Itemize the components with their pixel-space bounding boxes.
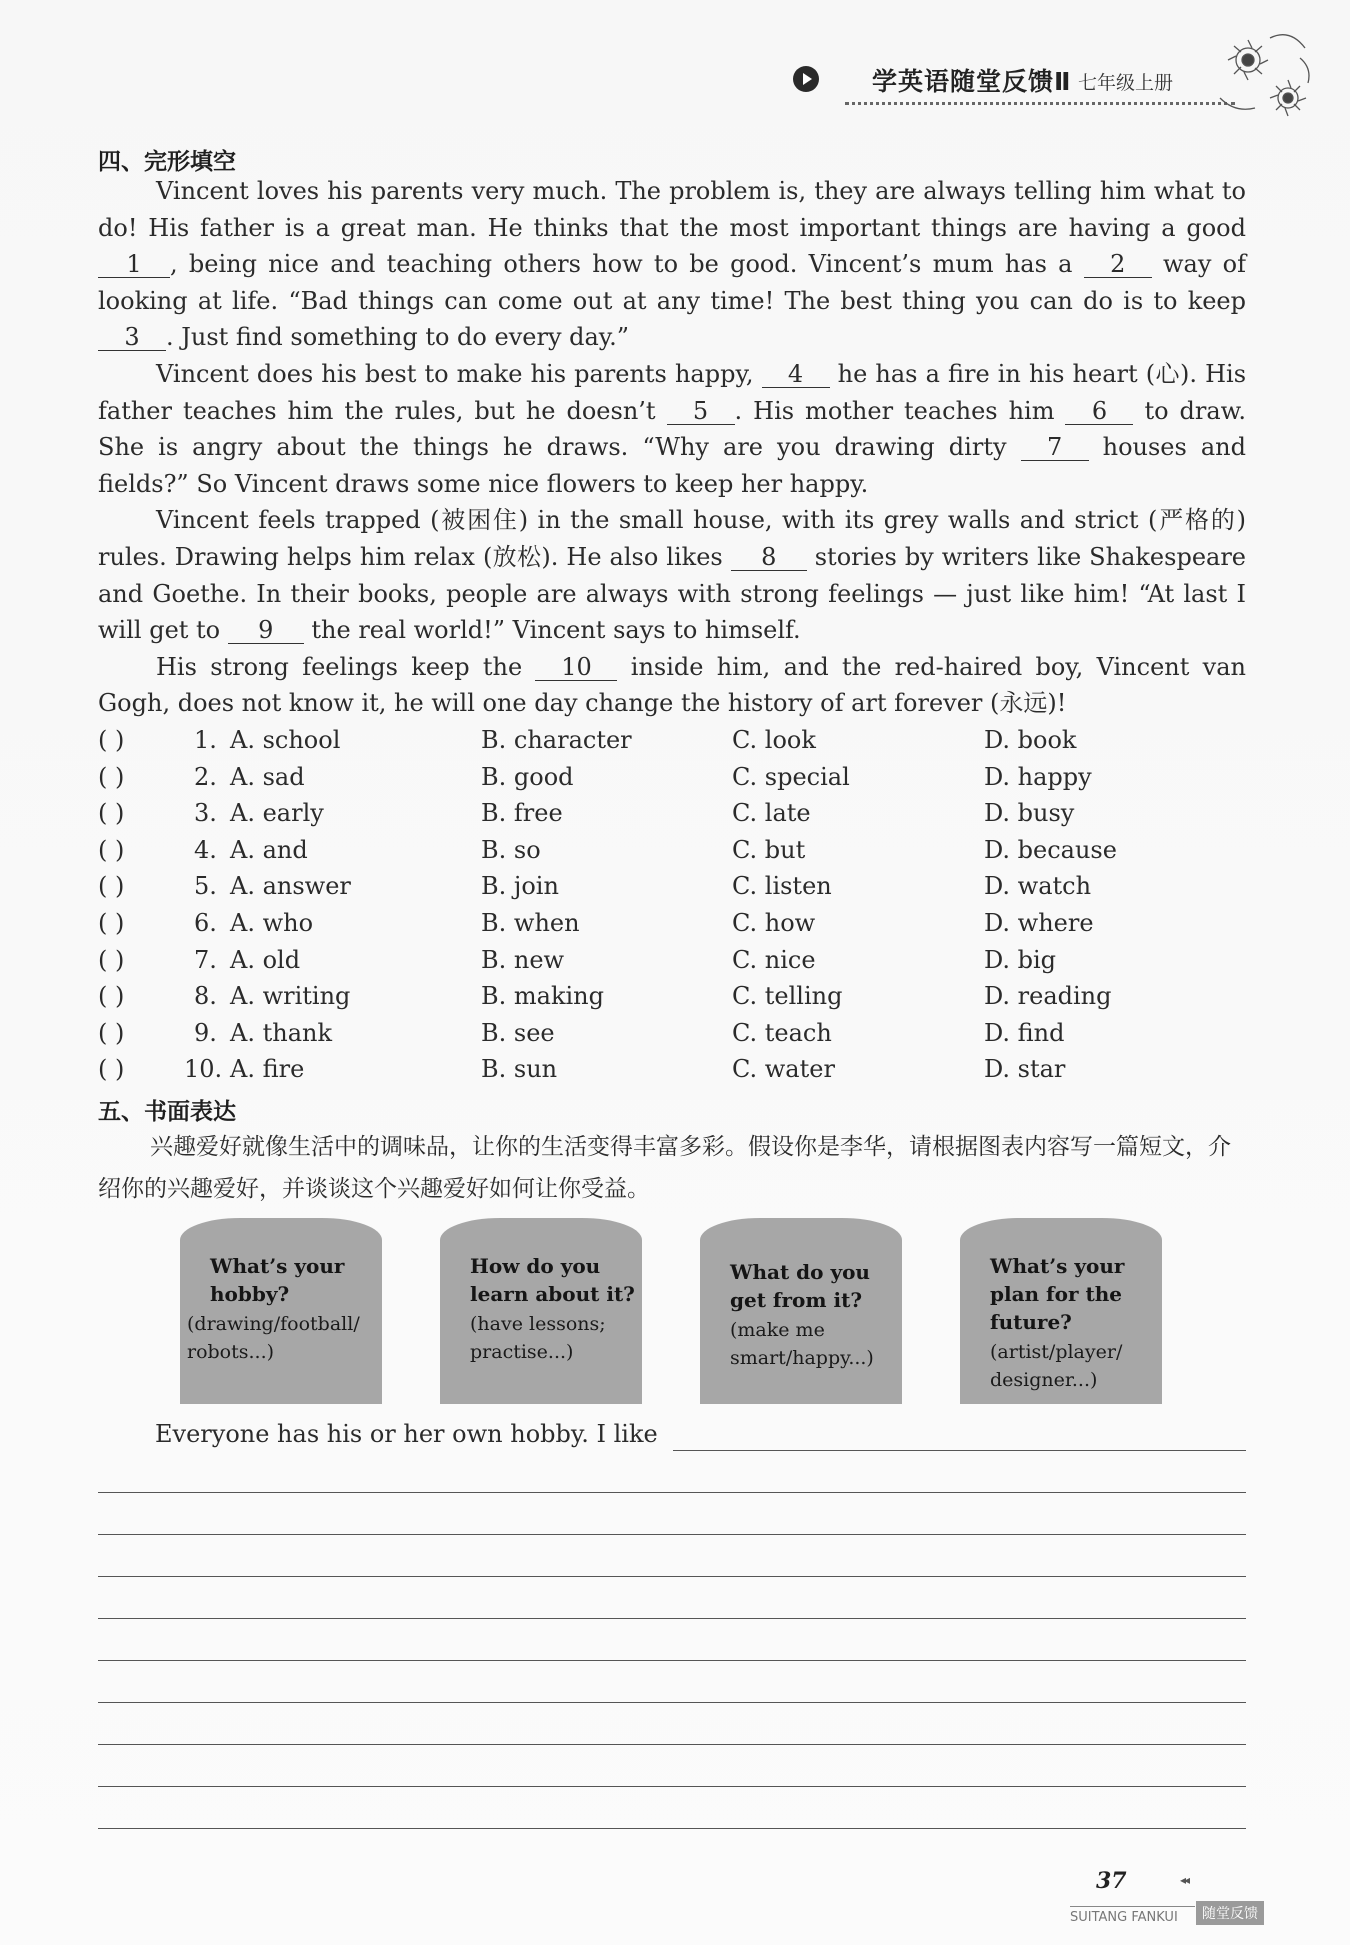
question-number: 5.	[194, 872, 217, 901]
option-a[interactable]: A. who	[230, 908, 314, 937]
card-question: What’s your hobby?	[210, 1254, 345, 1306]
paragraph-2: Vincent does his best to make his parents happy, 4 he has a fire in his heart (心). His father teaches him the rules, but he doesn’t 5 . His mother teaches him 6 to draw. She is angry about the things he draws. “Why are you drawing dirty 7 houses and fields?” So Vincent draws some nice flowers to keep her happy.	[98, 359, 1247, 498]
blank-1[interactable]: 1	[98, 251, 170, 278]
option-c[interactable]: C. late	[732, 799, 811, 828]
option-a[interactable]: A. early	[230, 799, 324, 828]
option-b[interactable]: B. making	[481, 982, 604, 1011]
arrow-left-icon: ◂◂	[1180, 1873, 1189, 1887]
option-row	[98, 759, 1248, 796]
paragraph-4: His strong feelings keep the 10 inside him, and the red-haired boy, Vincent van Gogh, does not know it, he will one day change the history of art forever (永远)!	[98, 652, 1247, 718]
option-b[interactable]: B. so	[481, 835, 541, 864]
play-icon	[793, 66, 819, 92]
answer-paren[interactable]: ( )	[98, 835, 125, 864]
option-c[interactable]: C. how	[732, 908, 816, 937]
writing-line[interactable]	[98, 1534, 1246, 1535]
option-b[interactable]: B. see	[481, 1018, 555, 1047]
header-divider	[845, 102, 1235, 105]
option-d[interactable]: D. reading	[984, 982, 1112, 1011]
writing-line[interactable]	[98, 1786, 1246, 1787]
option-a[interactable]: A. old	[230, 945, 301, 974]
page-number: 37	[1096, 1868, 1127, 1894]
question-number: 3.	[194, 799, 217, 828]
option-a[interactable]: A. answer	[230, 872, 351, 901]
option-c[interactable]: C. teach	[732, 1018, 832, 1047]
option-row	[98, 832, 1248, 869]
footer-brand-en: SUITANG FANKUI	[1070, 1910, 1178, 1925]
answer-paren[interactable]: ( )	[98, 982, 125, 1011]
question-number: 7.	[194, 945, 217, 974]
writing-line[interactable]	[98, 1744, 1246, 1745]
option-b[interactable]: B. join	[481, 872, 559, 901]
option-c[interactable]: C. telling	[732, 982, 843, 1011]
option-b[interactable]: B. free	[481, 799, 563, 828]
option-b[interactable]: B. sun	[481, 1055, 558, 1084]
option-row	[98, 942, 1248, 979]
option-row	[98, 722, 1248, 759]
hobby-card	[960, 1218, 1162, 1404]
blank-7[interactable]: 7	[1021, 434, 1089, 461]
option-c[interactable]: C. special	[732, 762, 850, 791]
option-d[interactable]: D. happy	[984, 762, 1092, 791]
option-c[interactable]: C. but	[732, 835, 806, 864]
option-d[interactable]: D. star	[984, 1055, 1066, 1084]
question-number: 6.	[194, 908, 217, 937]
writing-line[interactable]	[98, 1828, 1246, 1829]
writing-instruction	[98, 1126, 1246, 1210]
card-hint: (drawing/football/ robots...)	[187, 1313, 360, 1363]
paragraph-1: Vincent loves his parents very much. The problem is, they are always telling him what to do! His father is a great man. He thinks that the most important things are having a good 1 , being nice and teaching others how to be good. Vincent’s mum has a 2 way of looking at life. “Bad things can come out at any time! The best thing you can do is to keep 3 . Just find something to do every day.”	[98, 177, 1246, 352]
answer-paren[interactable]: ( )	[98, 726, 125, 754]
cloze-passage	[98, 173, 1246, 722]
option-c[interactable]: C. water	[732, 1055, 835, 1084]
writing-line[interactable]	[98, 1702, 1246, 1703]
blank-5[interactable]: 5	[667, 398, 735, 425]
option-a[interactable]: A. and	[230, 835, 308, 864]
section-5-title: 五、书面表达	[98, 1099, 236, 1125]
blank-4[interactable]: 4	[762, 361, 830, 388]
option-row	[98, 1015, 1248, 1052]
answer-paren[interactable]: ( )	[98, 762, 125, 791]
option-b[interactable]: B. when	[481, 908, 580, 937]
book-subtitle: 七年级上册	[1078, 72, 1174, 94]
writing-line[interactable]	[98, 1576, 1246, 1577]
writing-line[interactable]	[673, 1450, 1246, 1451]
writing-line[interactable]	[98, 1618, 1246, 1619]
blank-2[interactable]: 2	[1084, 251, 1152, 278]
card-question: What’s your plan for the future?	[990, 1254, 1125, 1334]
option-row	[98, 1051, 1248, 1088]
card-hint: (make me smart/happy...)	[730, 1319, 874, 1369]
option-c[interactable]: C. listen	[732, 872, 832, 901]
card-question: What do you get from it?	[730, 1260, 870, 1312]
option-row	[98, 905, 1248, 942]
option-d[interactable]: D. busy	[984, 799, 1075, 828]
paragraph-3: Vincent feels trapped (被困住) in the small house, with its grey walls and strict (严格的) rules. Drawing helps him relax (放松). He also likes 8 stories by writers like Shakespeare and Goethe. In their books, people are always with strong feelings — just like him! “At last I will get to 9 the real world!” Vincent says to himself.	[98, 506, 1246, 645]
hobby-card	[700, 1218, 902, 1404]
option-d[interactable]: D. where	[984, 908, 1094, 937]
option-d[interactable]: D. book	[984, 726, 1077, 754]
answer-paren[interactable]: ( )	[98, 872, 125, 901]
option-a[interactable]: A. sad	[230, 762, 305, 791]
option-b[interactable]: B. new	[481, 945, 565, 974]
question-number: 9.	[194, 1018, 217, 1047]
option-row	[98, 868, 1248, 905]
writing-line[interactable]	[98, 1660, 1246, 1661]
card-question: How do you learn about it?	[470, 1254, 635, 1306]
option-a[interactable]: A. writing	[230, 982, 351, 1011]
options-list	[98, 722, 1248, 1088]
writing-line[interactable]	[98, 1492, 1246, 1493]
option-d[interactable]: D. big	[984, 945, 1057, 974]
answer-paren[interactable]: ( )	[98, 908, 125, 937]
answer-paren[interactable]: ( )	[98, 945, 125, 974]
option-c[interactable]: C. nice	[732, 945, 816, 974]
option-row	[98, 795, 1248, 832]
writing-lead: Everyone has his or her own hobby. I like	[155, 1420, 658, 1448]
answer-paren[interactable]: ( )	[98, 799, 125, 828]
card-hint: (artist/player/ designer...)	[990, 1341, 1123, 1391]
option-d[interactable]: D. find	[984, 1018, 1065, 1047]
option-d[interactable]: D. because	[984, 835, 1117, 864]
answer-paren[interactable]: ( )	[98, 1018, 125, 1047]
option-b[interactable]: B. good	[481, 762, 574, 791]
blank-6[interactable]: 6	[1065, 398, 1133, 425]
book-title: 学英语随堂反馈Ⅱ	[872, 67, 1072, 96]
option-d[interactable]: D. watch	[984, 872, 1092, 901]
option-row	[98, 978, 1248, 1015]
blank-10[interactable]: 10	[535, 654, 617, 681]
footer-brand-badge: 随堂反馈	[1196, 1901, 1264, 1925]
instruction-text: 兴趣爱好就像生活中的调味品，让你的生活变得丰富多彩。假设你是李华，请根据图表内容写一篇短文，介绍你的兴趣爱好，并谈谈这个兴趣爱好如何让你受益。	[98, 1134, 1231, 1202]
section-4-title: 四、完形填空	[98, 149, 236, 175]
question-number: 2.	[194, 762, 217, 791]
question-number: 1.	[194, 726, 217, 754]
hobby-card	[440, 1218, 642, 1404]
card-hint: (have lessons; practise...)	[470, 1313, 606, 1363]
option-b[interactable]: B. character	[481, 726, 632, 754]
option-c[interactable]: C. look	[732, 726, 816, 754]
question-number: 10.	[184, 1055, 223, 1084]
option-a[interactable]: A. thank	[230, 1018, 332, 1047]
option-a[interactable]: A. school	[230, 726, 341, 754]
footer-divider	[1070, 1906, 1195, 1907]
blank-9[interactable]: 9	[228, 617, 304, 644]
answer-paren[interactable]: ( )	[98, 1055, 125, 1084]
blank-8[interactable]: 8	[731, 544, 807, 571]
question-number: 4.	[194, 835, 217, 864]
option-a[interactable]: A. fire	[230, 1055, 305, 1084]
hobby-card	[180, 1218, 382, 1404]
sunflower-decoration-icon	[1210, 18, 1320, 128]
question-number: 8.	[194, 982, 217, 1011]
blank-3[interactable]: 3	[98, 324, 166, 351]
